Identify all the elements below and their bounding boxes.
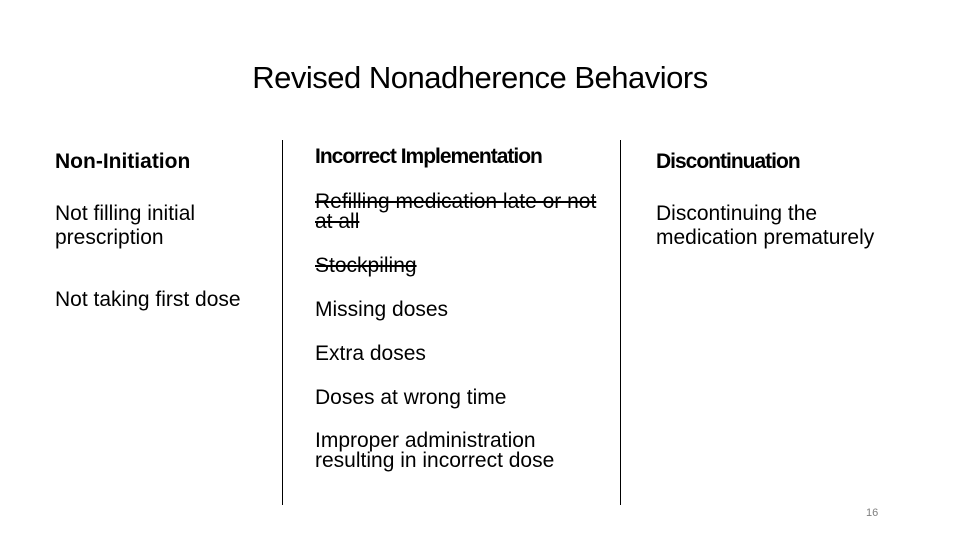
list-item: Improper administration resulting in incorrect dose <box>315 429 555 472</box>
list-item: Not taking first dose <box>55 288 241 311</box>
list-item: Refilling medication late or not at all <box>315 190 597 233</box>
list-item: Missing doses <box>315 298 449 321</box>
column-heading-non-initiation: Non-Initiation <box>55 150 191 173</box>
list-item: Discontinuing the medication prematurely <box>656 202 875 249</box>
column-divider <box>620 140 621 505</box>
column-divider <box>282 140 283 505</box>
list-item: Doses at wrong time <box>315 386 507 409</box>
column-heading-incorrect-implementation: Incorrect Implementation <box>315 145 542 168</box>
page-number: 16 <box>866 507 879 519</box>
list-item: Extra doses <box>315 342 426 365</box>
list-item: Not filling initial prescription <box>55 202 196 249</box>
list-item: Stockpiling <box>315 254 417 277</box>
column-heading-discontinuation: Discontinuation <box>656 150 800 173</box>
slide-title: Revised Nonadherence Behaviors <box>252 60 708 95</box>
